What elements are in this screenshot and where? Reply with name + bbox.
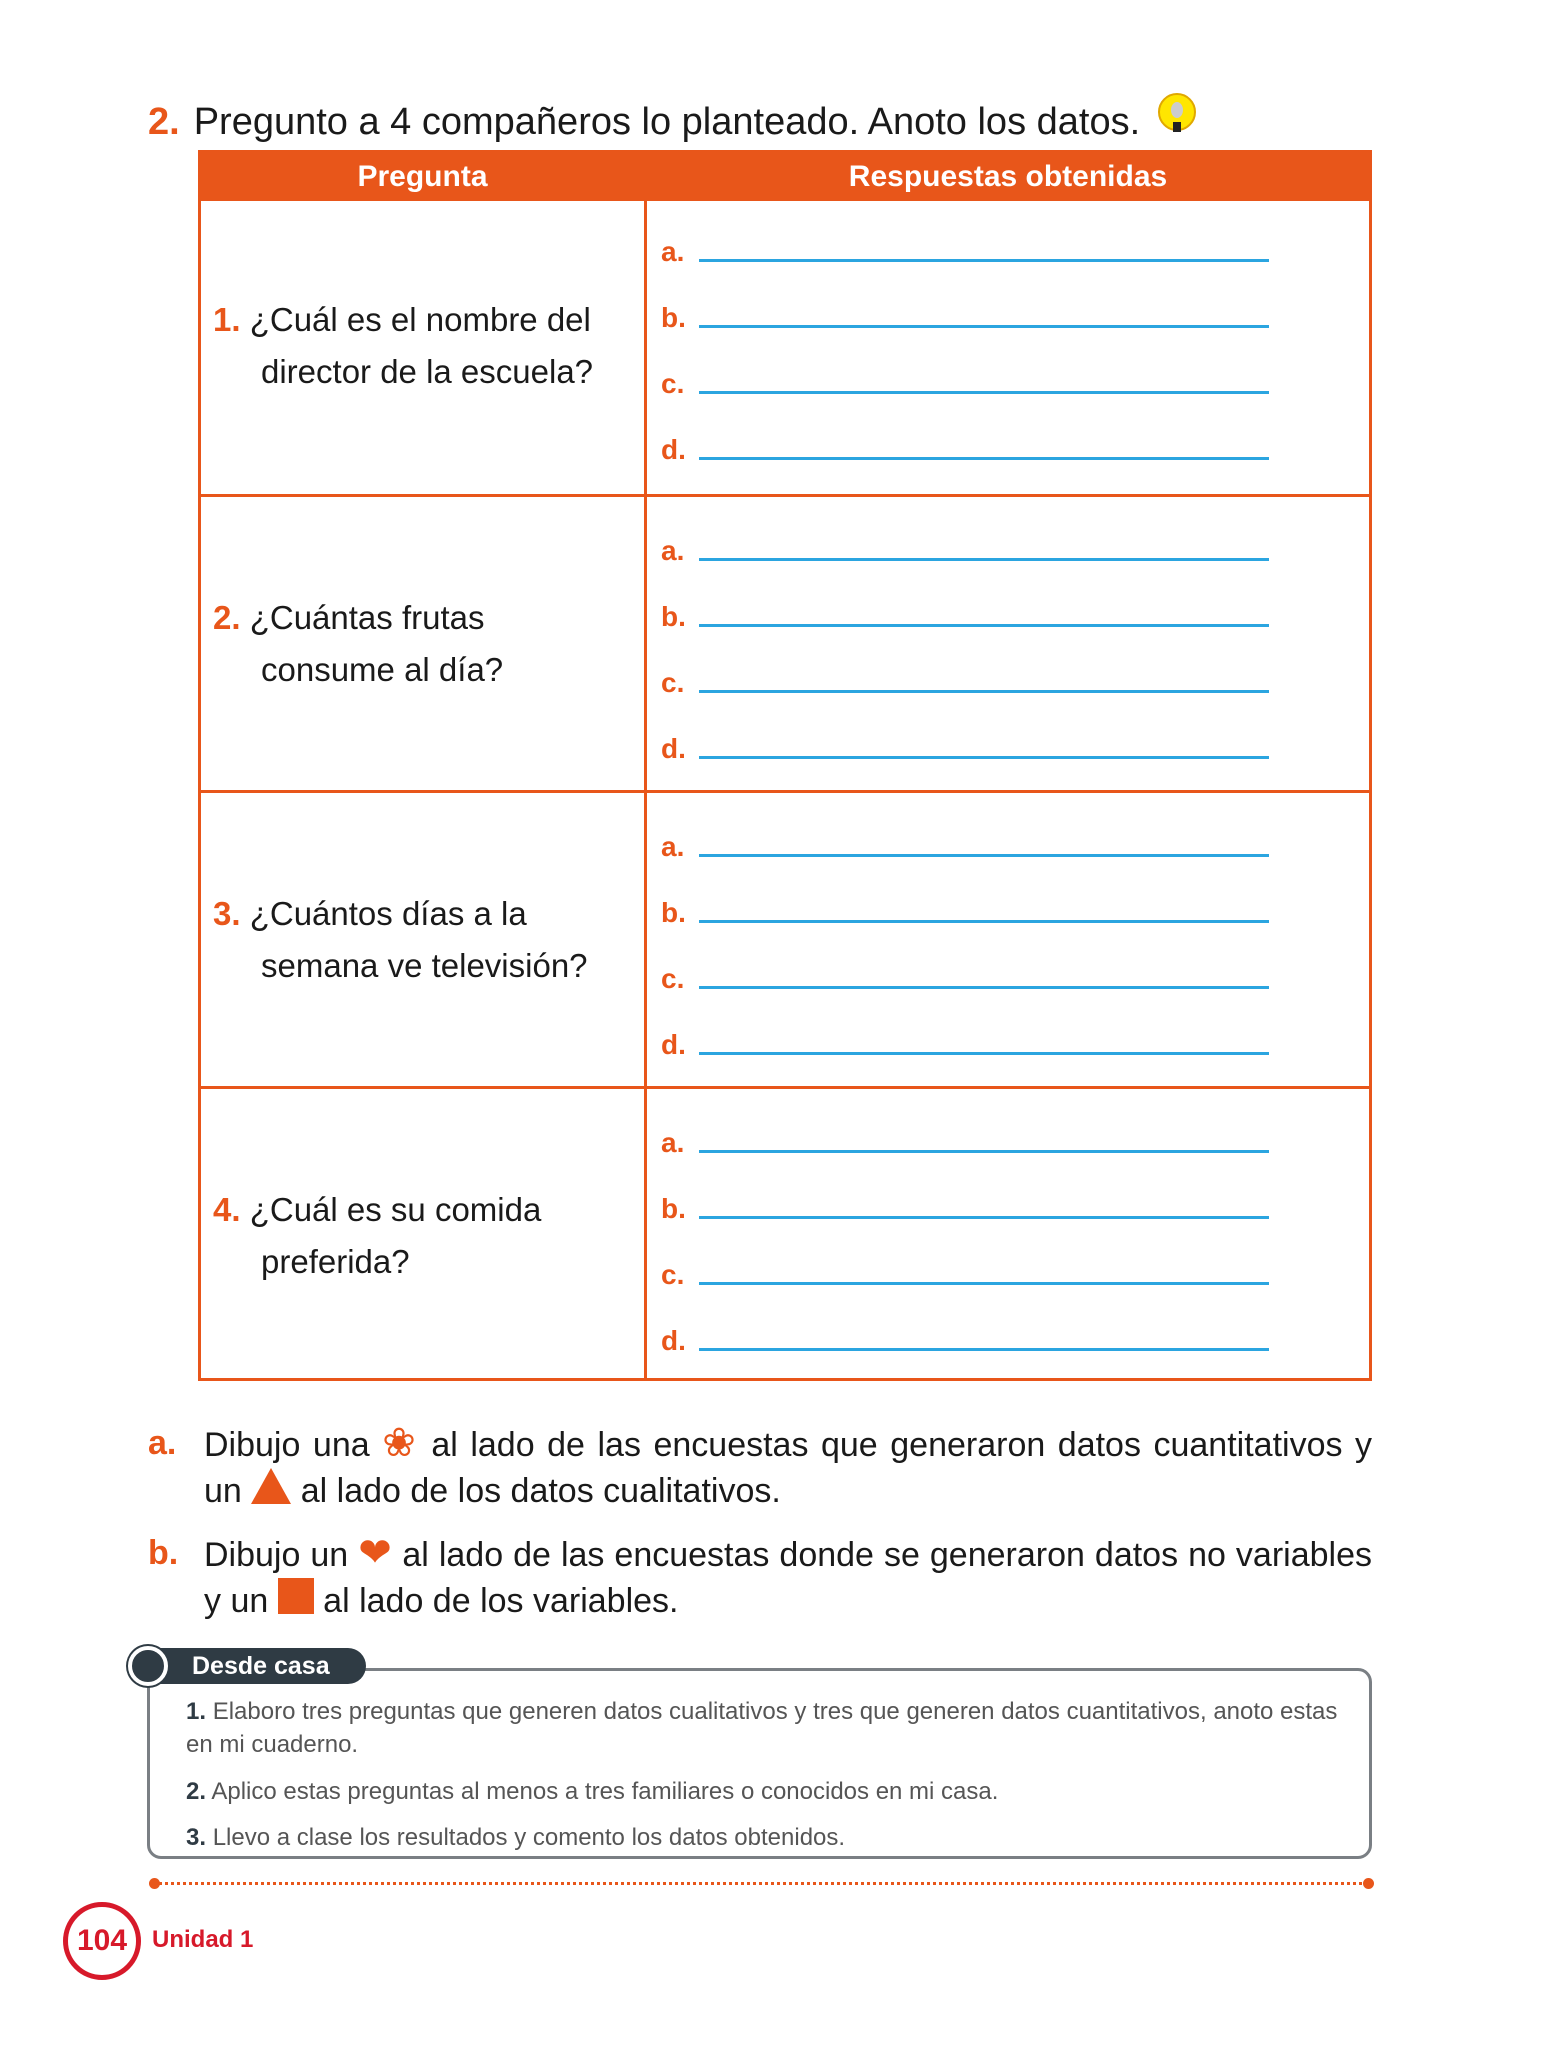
table-row (201, 198, 1369, 494)
answer-label: c. (661, 667, 685, 698)
answer-line[interactable] (699, 558, 1269, 561)
answer-label: d. (661, 1029, 686, 1060)
answer-field[interactable] (661, 1185, 1269, 1225)
question-number: 4. (213, 1190, 241, 1228)
answer-field[interactable] (661, 889, 1269, 929)
task-label: a. (148, 1424, 177, 1462)
answer-field[interactable] (661, 725, 1269, 765)
exercise-instruction: Pregunto a 4 compañeros lo planteado. Anoto los datos. (193, 101, 1141, 143)
answer-line[interactable] (699, 1282, 1269, 1285)
divider-dot (1363, 1878, 1374, 1889)
heart-icon: ❤ (358, 1531, 393, 1575)
survey-table (198, 150, 1372, 1381)
desde-casa-box (147, 1668, 1372, 1859)
answer-field[interactable] (661, 593, 1269, 633)
answer-label: c. (661, 368, 685, 399)
task-text: al lado de las encuestas que generaron datos cuantitativos y un (204, 1426, 1373, 1510)
answer-line[interactable] (699, 1150, 1269, 1153)
header-pregunta: Pregunta (357, 160, 488, 193)
circle-icon (128, 1646, 168, 1686)
header-respuestas: Respuestas obtenidas (848, 160, 1168, 193)
answer-label: a. (661, 535, 685, 566)
question-text: semana ve televisión? (261, 946, 588, 984)
unit-label: Unidad 1 (152, 1926, 254, 1953)
answer-label: a. (661, 1127, 685, 1158)
task-label: b. (148, 1534, 179, 1572)
answer-line[interactable] (699, 920, 1269, 923)
question-cell (213, 1089, 643, 1382)
question-text: ¿Cuántos días a la (249, 894, 527, 932)
table-header (201, 153, 1369, 201)
answer-line[interactable] (699, 1348, 1269, 1351)
divider-dot (149, 1878, 160, 1889)
answer-field[interactable] (661, 527, 1269, 567)
question-text: consume al día? (261, 650, 504, 688)
question-text: preferida? (261, 1242, 410, 1280)
answer-field[interactable] (661, 1119, 1269, 1159)
answer-line[interactable] (699, 756, 1269, 759)
square-icon (278, 1578, 314, 1614)
triangle-icon (251, 1468, 291, 1504)
answer-label: b. (661, 1193, 686, 1224)
dotted-divider (154, 1882, 1368, 1885)
answer-line[interactable] (699, 854, 1269, 857)
answer-label: a. (661, 236, 685, 267)
answer-label: b. (661, 302, 686, 333)
task-text: Dibujo una (204, 1426, 370, 1464)
casa-item: 3. Llevo a clase los resultados y comento los datos obtenidos. (186, 1824, 846, 1851)
answer-field[interactable] (661, 955, 1269, 995)
task-b (148, 1530, 1372, 1624)
answer-field[interactable] (661, 1251, 1269, 1291)
table-row (201, 494, 1369, 790)
task-a (148, 1420, 1372, 1514)
answer-field[interactable] (661, 360, 1269, 400)
answer-line[interactable] (699, 259, 1269, 262)
question-number: 3. (213, 894, 241, 932)
question-text: director de la escuela? (261, 353, 594, 390)
answer-line[interactable] (699, 457, 1269, 460)
question-text: ¿Cuántas frutas (249, 598, 485, 636)
answer-line[interactable] (699, 1052, 1269, 1055)
answer-label: d. (661, 733, 686, 764)
desde-casa-title: Desde casa (130, 1648, 366, 1684)
answer-label: d. (661, 434, 686, 465)
question-number: 1. (213, 301, 241, 338)
answer-field[interactable] (661, 426, 1269, 466)
question-cell (213, 497, 643, 790)
answer-field[interactable] (661, 823, 1269, 863)
task-text: al lado de los variables. (323, 1582, 679, 1620)
flower-icon: ❀ (382, 1421, 419, 1465)
question-text: ¿Cuál es su comida (249, 1190, 542, 1228)
task-text: al lado de las encuestas donde se generaron datos no variables y un (204, 1536, 1372, 1620)
page-number: 104 (63, 1902, 141, 1980)
answer-line[interactable] (699, 690, 1269, 693)
lightbulb-icon (1155, 92, 1199, 140)
question-cell (213, 198, 643, 494)
answer-field[interactable] (661, 1021, 1269, 1061)
answer-line[interactable] (699, 624, 1269, 627)
answer-field[interactable] (661, 228, 1269, 268)
answer-line[interactable] (699, 391, 1269, 394)
exercise-title (148, 92, 1199, 144)
answer-field[interactable] (661, 294, 1269, 334)
answer-label: a. (661, 831, 685, 862)
answer-label: b. (661, 897, 686, 928)
answer-label: b. (661, 601, 686, 632)
table-row (201, 790, 1369, 1086)
answer-label: d. (661, 1325, 686, 1356)
answer-field[interactable] (661, 1317, 1269, 1357)
question-text: ¿Cuál es el nombre del (249, 301, 591, 338)
task-text: al lado de los datos cualitativos. (300, 1472, 781, 1510)
casa-item: 1. Elaboro tres preguntas que generen datos cualitativos y tres que generen datos cuantitativos, anoto estas en mi cuaderno. (186, 1698, 1338, 1758)
answer-label: c. (661, 963, 685, 994)
answer-line[interactable] (699, 325, 1269, 328)
task-text: Dibujo un (204, 1536, 349, 1574)
table-row (201, 1086, 1369, 1382)
answer-label: c. (661, 1259, 685, 1290)
answer-line[interactable] (699, 1216, 1269, 1219)
casa-item: 2. Aplico estas preguntas al menos a tres familiares o conocidos en mi casa. (186, 1778, 999, 1805)
question-cell (213, 793, 643, 1086)
answer-line[interactable] (699, 986, 1269, 989)
exercise-number: 2. (148, 101, 180, 143)
answer-field[interactable] (661, 659, 1269, 699)
question-number: 2. (213, 598, 241, 636)
